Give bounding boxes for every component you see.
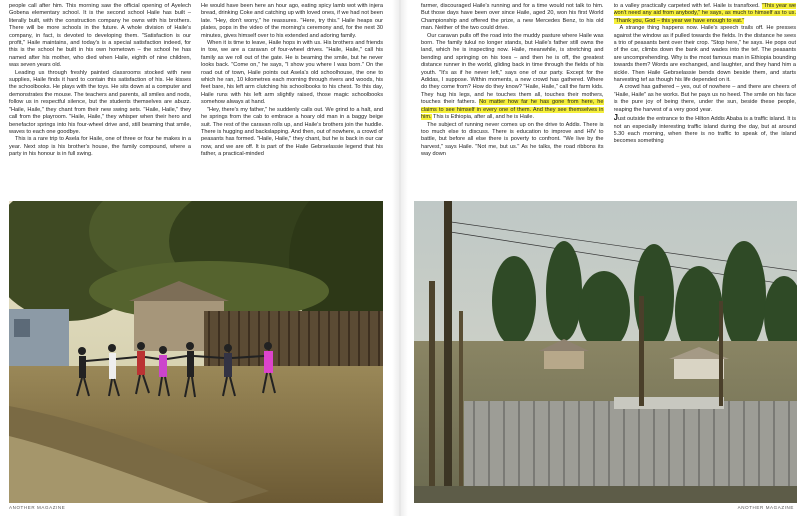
paragraph: people call after him. This morning saw the official opening of Ayelech Gobena elementary school. It is the second school Haile has built – literally built, with the construction company he owns with his brothers. There will be more schools in the future. A whole division of Haile's company, in fact, is devoted to developing them. "Satisfaction is our profit," Haile maintains, and today's is a special satisfaction indeed, for this is the school he built in his own hometown – the school he has named after his mother, who died when Haile, eighth of nine children, was seven years old. (9, 3, 191, 69)
left-page-footer: ANOTHER MAGAZINE (9, 505, 66, 510)
left-column-2 (201, 3, 383, 203)
left-page (0, 0, 392, 516)
paragraph: This is a rare trip to Asela for Haile, one of three or four he makes in a year. Next stop is his brother's house, the family compound, where a party in his honour is in full swing. (9, 136, 191, 158)
paragraph: farmer, discouraged Haile's running and for a time would not talk to him. But those days have been over since Haile, aged 20, won his first World Championship and offered the prize, a new Mercedes Benz, to his old man. Neither of the two could drive. (421, 3, 604, 32)
paragraph (614, 114, 797, 146)
village-landscape-photo (414, 201, 797, 503)
page-gutter (392, 0, 408, 516)
right-text-columns (421, 3, 796, 203)
right-column-2 (614, 3, 797, 203)
paragraph: When it is time to leave, Haile hops in with us. His brothers and friends in tow, we are a caravan of four-wheel drives. "Haile, Haile," call his family as we roll out of the gate. He is beaming the smile, but he never looks back. "Come on," he says, "I show you where I was born." On the road out of town, Haile points out Asela's old schoolhouse, the one to which he ran, 10 kilometres each morning through rivers and woods, his feet bare, his left arm clutching his schoolbooks to his chest. To this day, Haile runs with his left arm slightly raised, those magic schoolbooks somehow always at hand. (201, 40, 383, 106)
right-page-footer: ANOTHER MAGAZINE (737, 505, 794, 510)
drop-cap: J (613, 113, 618, 123)
paragraph: "Hey, there's my father," he suddenly calls out. We grind to a halt, and he springs from the cab to embrace a hoary old man in a baggy beige suit. The rest of the caravan rolls up, and Haile's brothers join the huddle. There is hugging and backslapping. And then, out of nowhere, a crowd of peasants has formed. "Haile, Haile," they chant, but he is back in our car now, and we are off. It is part of the Haile Gebrselassie legend that his father, a practical-minded (201, 106, 383, 158)
paragraph: The subject of running never comes up on the drive to Addis. There is too much else to discuss. There is education to improve and HIV to battle, but before all else there is poverty to confront. "We live by the harvest," says Haile. "Not me, but us." As he talks, the road ribbons its way down (421, 121, 604, 158)
right-page (408, 0, 800, 516)
paragraph-text: ust outside the entrance to the Hilton Addis Ababa is a traffic island. It is not an especially interesting traffic island during the day, but at around 5.30 each morning, when there is no traffic to speak of, the island becomes something (613, 116, 796, 145)
children-dancing-photo (9, 201, 383, 503)
highlighted-quote: No matter how far he has gone from here, he claims to see himself in every one of them. And they see themselves in him. (421, 99, 604, 121)
highlighted-quote: "This year we won't need any aid from anybody," he says, as much to himself as to us. "Thank you, God – this year we have enough to eat." (613, 3, 796, 24)
paragraph: A crowd has gathered – yes, out of nowhere – and there are cheers of "Haile, Haile" as he works. But he pays us no heed. The smile on his face is the pure joy of being there, under the sun, beside these people, reaping the harvest of a very good year. (613, 84, 796, 113)
paragraph (614, 3, 797, 25)
paragraph-text: to a valley practically carpeted with tef. Haile is transfixed. (613, 3, 760, 9)
paragraph-text: Our caravan pulls off the road into the muddy pasture where Haile was born. The family tukul no longer stands, but Haile's father still owns the land, which he is inspecting now. Haile, meanwhile, is stretching and bending and springing on his toes – and then he is off, the greatest distance runner in the world, gliding back in time through the fields of his youth. "It's as if he never left," says one of our party. Except for the Adidas, I suppose. Within moments, a new crowd has gathered. Where do they come from? How do they know? "Haile, Haile," call the farm kids. They hug his legs, and he touches them all, touches their mothers, touches their fathers. (421, 32, 604, 106)
left-column-1 (9, 3, 191, 203)
right-column-1 (421, 3, 604, 203)
paragraph: A strange thing happens now. Haile's speech trails off. He presses against the window as if pulled towards the fields. In the distance he sees a trio of peasants bent over their crop. "Stop here," he says. He pops out of the car, climbs down the bank and wades into the tef. The peasants are uncomprehending. Why is the most famous man in Ethiopia bounding towards them? Words are exchanged, and laughter, and they hand him a sickle. Then Haile Gebrselassie bends down beside them, and starts harvesting tef as though his life depended on it. (613, 25, 796, 84)
village-landscape-illustration (414, 201, 797, 503)
left-text-columns (9, 3, 383, 203)
paragraph-text: This is Ethiopia, after all, and he is Haile. (433, 114, 535, 121)
paragraph (421, 33, 604, 122)
paragraph: Leading us through freshly painted classrooms stocked with new supplies, Haile finds it hard to contain this satisfaction of his. He kisses the schoolbooks. He plays with the toys. He sits down at a computer and demonstrates the mouse. The teachers and parents, all smiles and nods, follow us in respectful silence, but the students themselves are abuzz. "Haile, Haile," they chant from their new swing sets. "Haile, Haile," they call from the playroom. "Haile, Haile," they whisper when their hero and benefactor springs into his four-wheel drive and, still beaming that smile, waves to each one goodbye. (9, 69, 191, 135)
children-dancing-illustration (9, 201, 383, 503)
paragraph: He would have been here an hour ago, eating spicy lamb wot with injera bread, drinking Coke and catching up with loved ones, if we had not been late. "Hey, don't worry," he reassures. "Here, try this." Haile heaps our plates, pops in the video of the morning's ceremony and, for the next 30 minutes, gives himself over to his extended and adoring family. (201, 3, 383, 39)
